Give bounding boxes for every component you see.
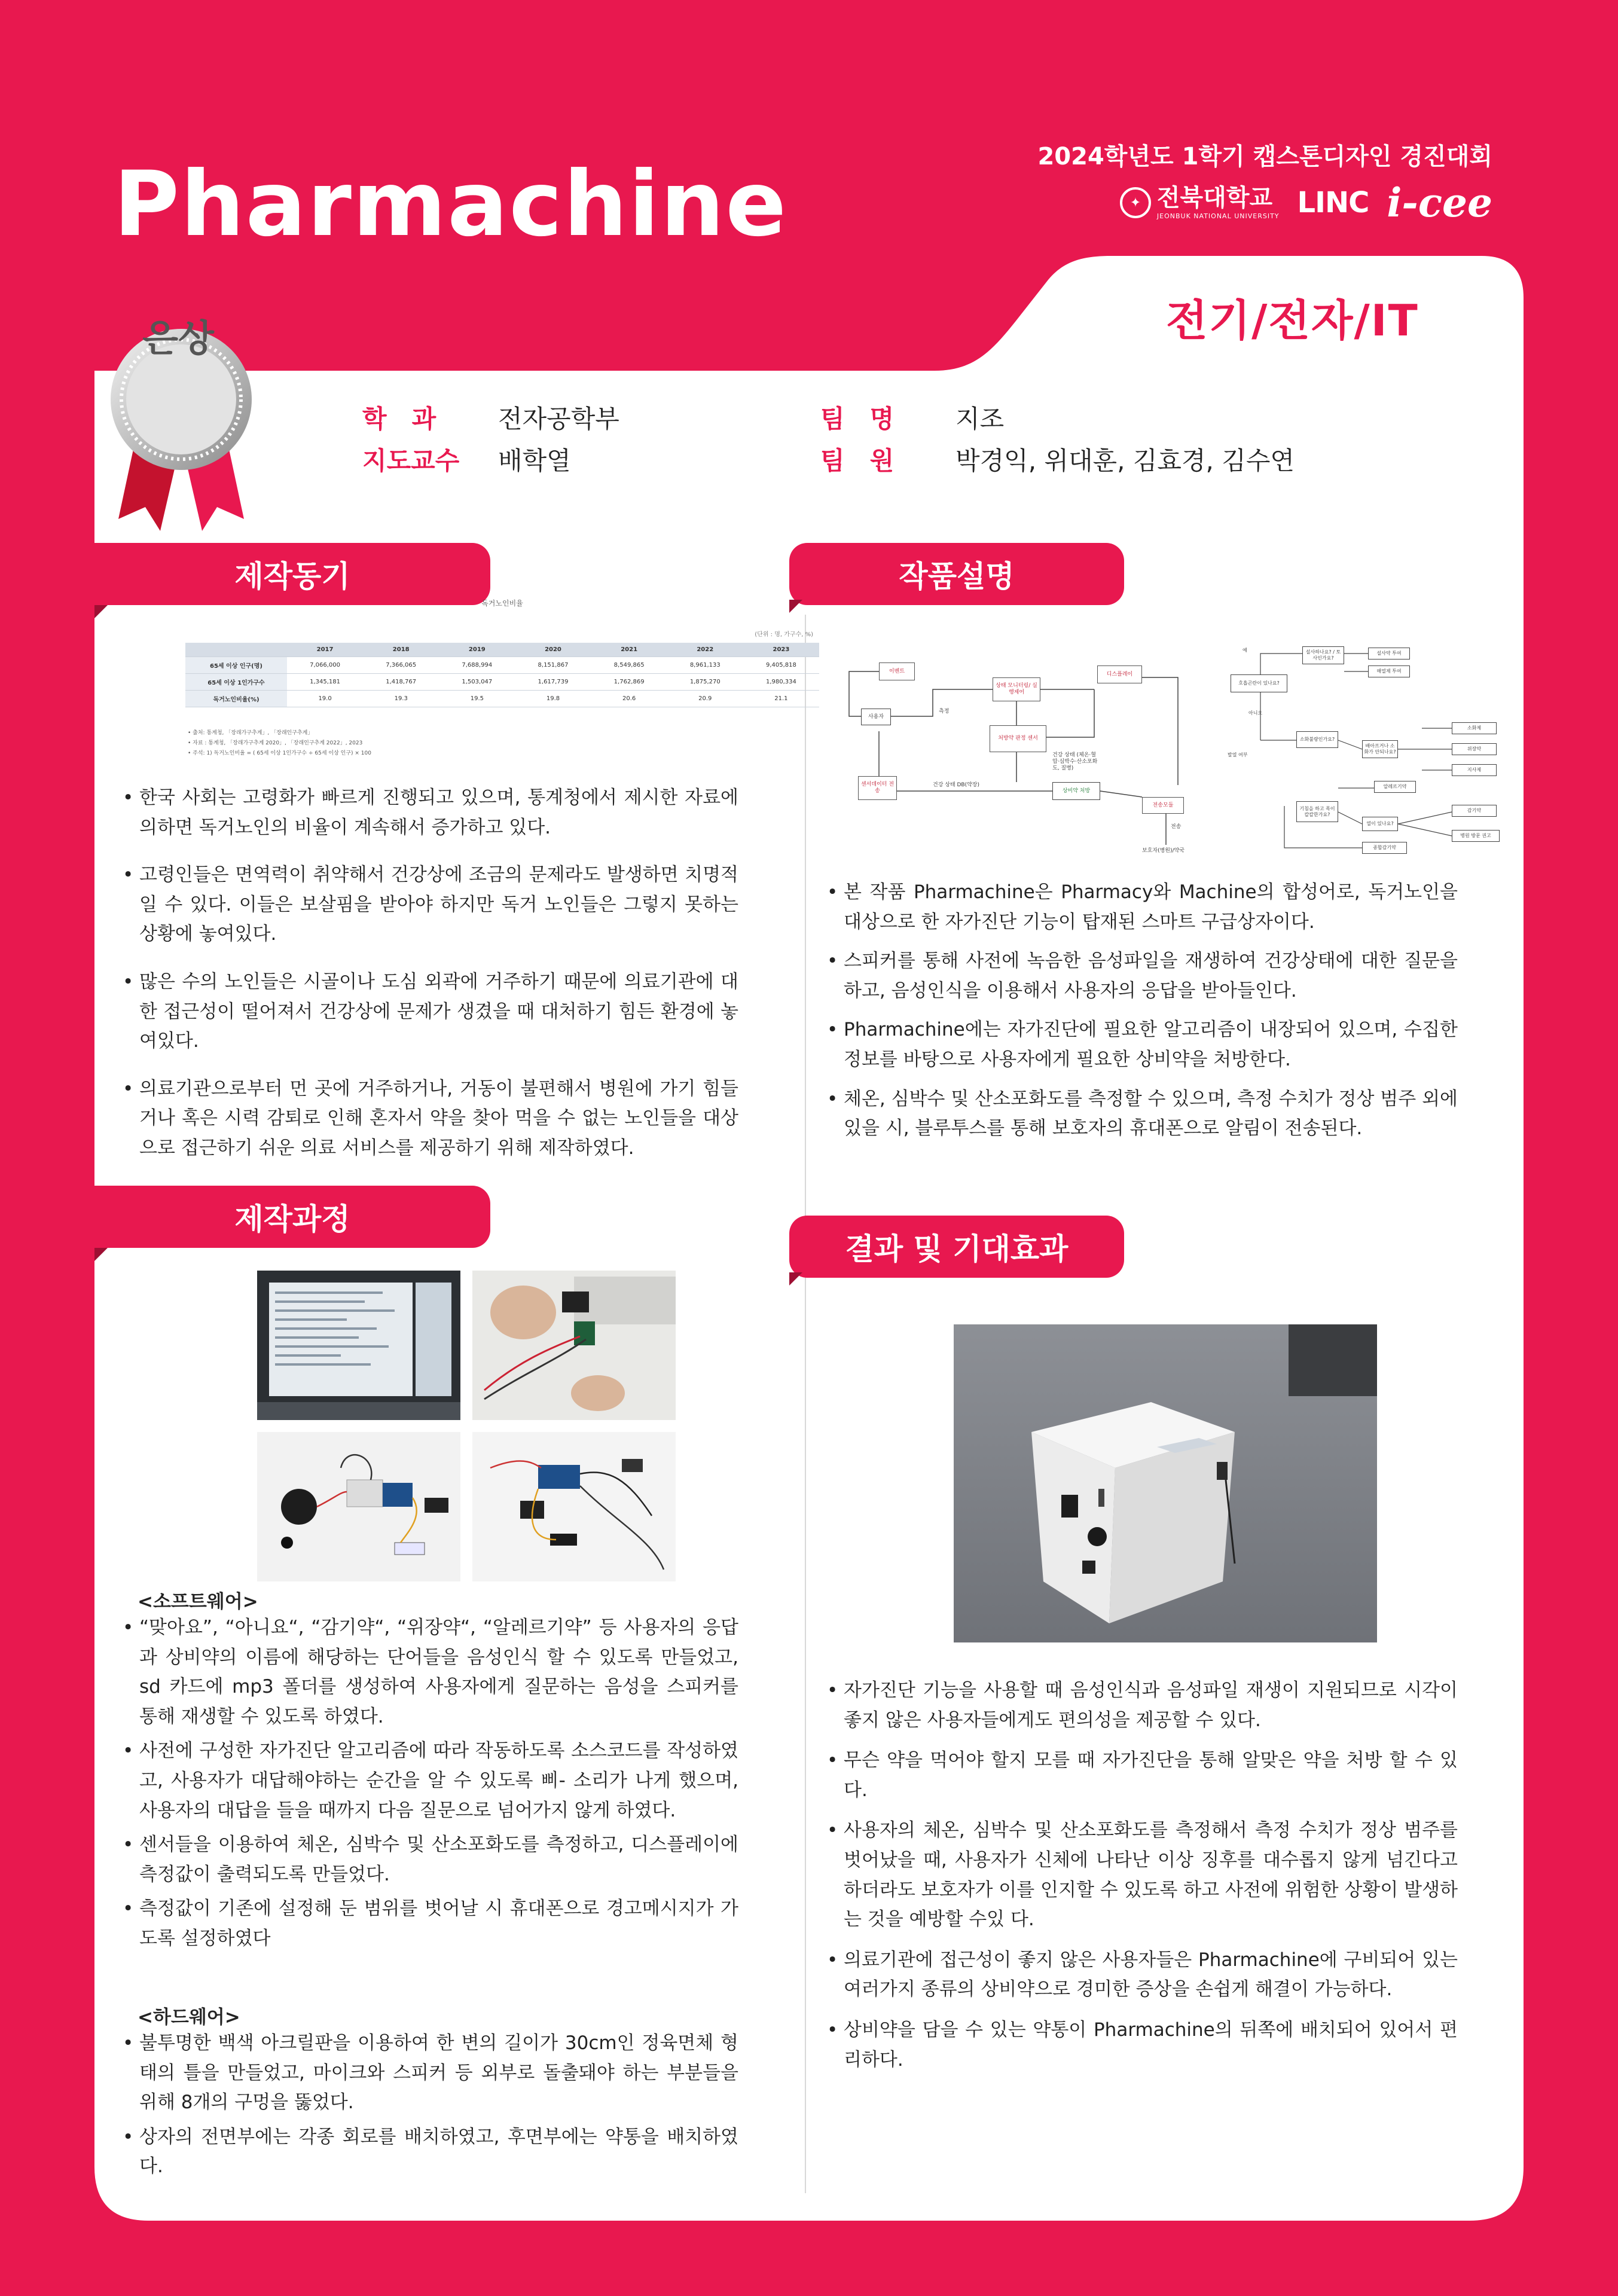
- photo-coding-screen: [257, 1271, 460, 1420]
- category-label: 전기/전자/IT: [1166, 295, 1419, 346]
- table-note: • 자료 : 통계청, 「장래가구추계 2020」, 「장래인구추계 2022」, 2023: [188, 740, 363, 747]
- content-card: [94, 256, 1524, 2221]
- year-header: 2021: [591, 643, 667, 657]
- flow-node: 소화제: [1452, 722, 1497, 734]
- list-item: • 상비약을 담을 수 있는 약통이 Pharmachine의 뒤쪽에 배치되어 있어서 편리하다.: [827, 2016, 1458, 2075]
- software-list: [123, 1613, 738, 1959]
- flow-label: 아니오: [1248, 710, 1263, 716]
- dept-label: 학 과: [362, 404, 436, 433]
- team-label: 팀 명: [820, 404, 895, 433]
- motivation-list: [123, 783, 738, 1181]
- table-cell: 8,549,865: [591, 657, 667, 674]
- column-divider: [805, 615, 806, 2193]
- software-subhead: <소프트웨어>: [138, 1591, 258, 1613]
- flow-label: 건강 상태 DB(약장): [933, 782, 980, 788]
- elderly-ratio-table: [185, 643, 819, 707]
- photo-circuit-components: [257, 1432, 460, 1581]
- section-head-motivation: 제작동기: [94, 543, 490, 605]
- results-list: [827, 1676, 1458, 2086]
- table-title: 독거노인비율: [481, 599, 523, 607]
- flow-node: 설사하나요? / 토사인가요?: [1302, 646, 1344, 664]
- section-head-description: 작품설명: [789, 543, 1124, 605]
- flow-node: 열이 있나요?: [1362, 817, 1398, 831]
- award-label: 은상: [142, 316, 214, 360]
- table-cell: 8,151,867: [515, 657, 591, 674]
- photo-pharmachine-prototype: [954, 1324, 1377, 1642]
- list-item: • 스피커를 통해 사전에 녹음한 음성파일을 재생하여 건강상태에 대한 질문을 하고, 음성인식을 이용해서 사용자의 응답을 받아들인다.: [827, 947, 1458, 1006]
- flow-node: 기침을 하고 목이 칼칼한가요?: [1296, 801, 1338, 822]
- list-item: • Pharmachine에는 자가진단에 필요한 알고리즘이 내장되어 있으며, 수집한 정보를 바탕으로 사용자에게 필요한 상비약을 처방한다.: [827, 1015, 1458, 1074]
- jbnu-seal-icon: ✦: [1120, 187, 1151, 218]
- photo-assembled-circuit: [472, 1432, 676, 1581]
- list-item: • 고령인들은 면역력이 취약해서 건강상에 조금의 문제라도 발생하면 치명적일 수 있다. 이들은 보살핌을 받아야 하지만 독거 노인들은 그렇지 못하는 상황에 놓여있다.: [123, 860, 738, 949]
- advisor-label: 지도교수: [362, 446, 460, 475]
- table-note: • 주석: 1) 독거노인비율 = ( 65세 이상 1인가구수 ÷ 65세 이상 인구) × 100: [188, 750, 371, 757]
- table-unit: (단위 : 명, 가구수, %): [755, 631, 813, 638]
- table-cell: 1,418,767: [363, 674, 439, 691]
- table-cell: 9,405,818: [743, 657, 819, 674]
- sponsor-logos: [1120, 179, 1492, 226]
- table-cell: 1,617,739: [515, 674, 591, 691]
- table-cell: 1,875,270: [667, 674, 743, 691]
- table-cell: 20.6: [591, 691, 667, 707]
- table-row: [185, 657, 819, 674]
- table-cell: 20.9: [667, 691, 743, 707]
- table-cell: 1,980,334: [743, 674, 819, 691]
- table-cell: 19.0: [287, 691, 363, 707]
- table-cell: 8,961,133: [667, 657, 743, 674]
- list-item: • 측정값이 기존에 설정해 둔 범위를 벗어날 시 휴대폰으로 경고메시지가 가도록 설정하였다: [123, 1894, 738, 1953]
- list-item: • 한국 사회는 고령화가 빠르게 진행되고 있으며, 통계청에서 제시한 자료에 의하면 독거노인의 비율이 계속해서 증가하고 있다.: [123, 783, 738, 842]
- year-header: 2018: [363, 643, 439, 657]
- table-cell: 7,366,065: [363, 657, 439, 674]
- dept-value: 전자공학부: [498, 404, 619, 433]
- jbnu-name-en: JEONBUK NATIONAL UNIVERSITY: [1156, 212, 1280, 220]
- list-item: • 무슨 약을 먹어야 할지 모를 때 자가진단을 통해 알맞은 약을 처방 할 수 있다.: [827, 1746, 1458, 1805]
- flow-node: 소화불량인가요?: [1296, 731, 1338, 748]
- year-header: 2022: [667, 643, 743, 657]
- flow-node: 알레르기약: [1374, 781, 1416, 793]
- table-cell: 7,688,994: [439, 657, 515, 674]
- flow-node: 상비약 처방: [1052, 782, 1100, 800]
- row-label: 65세 이상 1인가구수: [185, 674, 287, 691]
- list-item: • 센서들을 이용하여 체온, 심박수 및 산소포화도를 측정하고, 디스플레이에 측정값이 출력되도록 만들었다.: [123, 1830, 738, 1889]
- description-list: [827, 878, 1458, 1153]
- hardware-subhead: <하드웨어>: [138, 2007, 240, 2028]
- flow-label: 전송: [1171, 824, 1182, 830]
- list-item: • 본 작품 Pharmachine은 Pharmacy와 Machine의 합성어로, 독거노인을 대상으로 한 자가진단 기능이 탑재된 스마트 구급상자이다.: [827, 878, 1458, 937]
- flow-node: 해열제 투여: [1368, 665, 1410, 677]
- fold-decoration: [94, 1248, 108, 1261]
- table-note: • 출처: 통계청, 「장래가구추계」, 「장래인구추계」: [188, 730, 313, 736]
- row-label: 65세 이상 인구(명): [185, 657, 287, 674]
- elderly-ratio-table-figure: [185, 598, 819, 783]
- flow-node: 처방약 판정 센서: [990, 725, 1046, 752]
- year-header: 2019: [439, 643, 515, 657]
- table-row: [185, 674, 819, 691]
- flow-node: 전송모듈: [1142, 797, 1184, 814]
- section-head-results: 결과 및 기대효과: [789, 1216, 1124, 1278]
- flow-node: 이벤트: [879, 662, 915, 680]
- flow-label: 예: [1242, 648, 1247, 653]
- flow-node: 위장약: [1452, 743, 1497, 755]
- flow-node: 감기약: [1452, 805, 1497, 817]
- advisor-value: 배학열: [498, 446, 571, 475]
- members-value: 박경익, 위대훈, 김효경, 김수연: [955, 446, 1295, 475]
- flow-node: 사용자: [861, 709, 891, 725]
- list-item: • 불투명한 백색 아크릴판을 이용하여 한 변의 길이가 30cm인 정육면체 형태의 틀을 만들었고, 마이크와 스피커 등 외부로 돌출돼야 하는 부분들을 위해 8개의 구멍을 뚫었다.: [123, 2029, 738, 2118]
- team-value: 지조: [955, 404, 1005, 433]
- year-header: 2020: [515, 643, 591, 657]
- list-item: • 자가진단 기능을 사용할 때 음성인식과 음성파일 재생이 지원되므로 시각이 좋지 않은 사용자들에게도 편의성을 제공할 수 있다.: [827, 1676, 1458, 1735]
- flow-node: 상태 모니터링/ 실행제어: [993, 677, 1040, 701]
- photo-wiring-test: [472, 1271, 676, 1420]
- list-item: • 사전에 구성한 자가진단 알고리즘에 따라 작동하도록 소스코드를 작성하였고, 사용자가 대답해야하는 순간을 알 수 있도록 삐- 소리가 나게 했으며, 사용자의 대답을 들을 때까지 다음 질문으로 넘어가지 않게 하였다.: [123, 1736, 738, 1825]
- flow-label: 보호자(병원)/약국: [1142, 848, 1185, 854]
- flow-node: 센서데이터 전송: [858, 776, 897, 800]
- year-header: 2017: [287, 643, 363, 657]
- linc-logo: LINC: [1297, 186, 1369, 219]
- flow-label: 건강 상태 (체온·혈압·심박수·산소포화도, 질병): [1052, 752, 1098, 771]
- flow-node: 설사약 투여: [1368, 648, 1410, 660]
- jbnu-name: 전북대학교: [1156, 184, 1273, 212]
- poster-title: Pharmachine: [114, 152, 788, 257]
- table-cell: 1,762,869: [591, 674, 667, 691]
- table-cell: 1,503,047: [439, 674, 515, 691]
- list-item: • 상자의 전면부에는 각종 회로를 배치하였고, 후면부에는 약통을 배치하였다.: [123, 2123, 738, 2182]
- contest-name: 2024학년도 1학기 캡스톤디자인 경진대회: [1037, 143, 1492, 170]
- table-cell: 7,066,000: [287, 657, 363, 674]
- table-cell: 19.5: [439, 691, 515, 707]
- icee-logo: i-cee: [1387, 179, 1492, 226]
- flow-label: 발열 여부: [1228, 752, 1248, 758]
- jbnu-logo: [1120, 186, 1280, 220]
- fold-decoration: [789, 1272, 802, 1286]
- flow-node: 호흡곤란이 있나요?: [1231, 674, 1287, 692]
- flow-node: 배아프거나 소화가 안되나요?: [1362, 740, 1398, 758]
- table-cell: 1,345,181: [287, 674, 363, 691]
- row-label: 독거노인비율(%): [185, 691, 287, 707]
- list-item: • 체온, 심박수 및 산소포화도를 측정할 수 있으며, 측정 수치가 정상 범주 외에 있을 시, 블루투스를 통해 보호자의 휴대폰으로 알림이 전송된다.: [827, 1085, 1458, 1144]
- year-header: 2023: [743, 643, 819, 657]
- table-notes: [188, 728, 371, 759]
- flow-node: 지사제: [1452, 764, 1497, 776]
- system-flowchart: [843, 654, 1208, 869]
- table-row: [185, 691, 819, 707]
- flow-node: 디스플레이: [1097, 665, 1142, 683]
- section-head-process: 제작과정: [94, 1186, 490, 1248]
- list-item: • “맞아요”, “아니요“, “감기약“, “위장약“, “알레르기약” 등 사용자의 응답과 상비약의 이름에 해당하는 단어들을 음성인식 할 수 있도록 만들었고, sd 카드에 mp3 폴더를 생성하여 사용자에게 질문하는 음성을 스피커를 통해 재생할 수 있도록 하였다.: [123, 1613, 738, 1732]
- members-label: 팀 원: [820, 446, 895, 475]
- list-item: • 의료기관으로부터 먼 곳에 거주하거나, 거동이 불편해서 병원에 가기 힘들거나 혹은 시력 감퇴로 인해 혼자서 약을 찾아 먹을 수 없는 노인들을 대상으로 접근하기 쉬운 의료 서비스를 제공하기 위해 제작하였다.: [123, 1074, 738, 1164]
- fold-decoration: [94, 605, 108, 618]
- table-cell: 19.3: [363, 691, 439, 707]
- table-cell: 21.1: [743, 691, 819, 707]
- list-item: • 의료기관에 접근성이 좋지 않은 사용자들은 Pharmachine에 구비되어 있는 여러가지 종류의 상비약으로 경미한 증상을 손쉽게 해결이 가능하다.: [827, 1946, 1458, 2005]
- flow-node: 병원 방문 권고: [1452, 830, 1500, 842]
- list-item: • 많은 수의 노인들은 시골이나 도심 외곽에 거주하기 때문에 의료기관에 대한 접근성이 떨어져서 건강상에 문제가 생겼을 때 대처하기 힘든 환경에 놓여있다.: [123, 967, 738, 1057]
- diagnosis-flowchart: [1225, 645, 1506, 866]
- table-cell: 19.8: [515, 691, 591, 707]
- list-item: • 사용자의 체온, 심박수 및 산소포화도를 측정해서 측정 수치가 정상 범주를 벗어났을 때, 사용자가 신체에 나타난 이상 징후를 대수롭지 않게 넘긴다고 하더라도 보호자가 이를 인지할 수 있도록 하고 사전에 위험한 상황이 발생하는 것을 예방할 수있 다.: [827, 1816, 1458, 1934]
- flow-label: 측정: [939, 709, 950, 715]
- flow-node: 종합감기약: [1362, 842, 1407, 854]
- hardware-list: [123, 2029, 738, 2187]
